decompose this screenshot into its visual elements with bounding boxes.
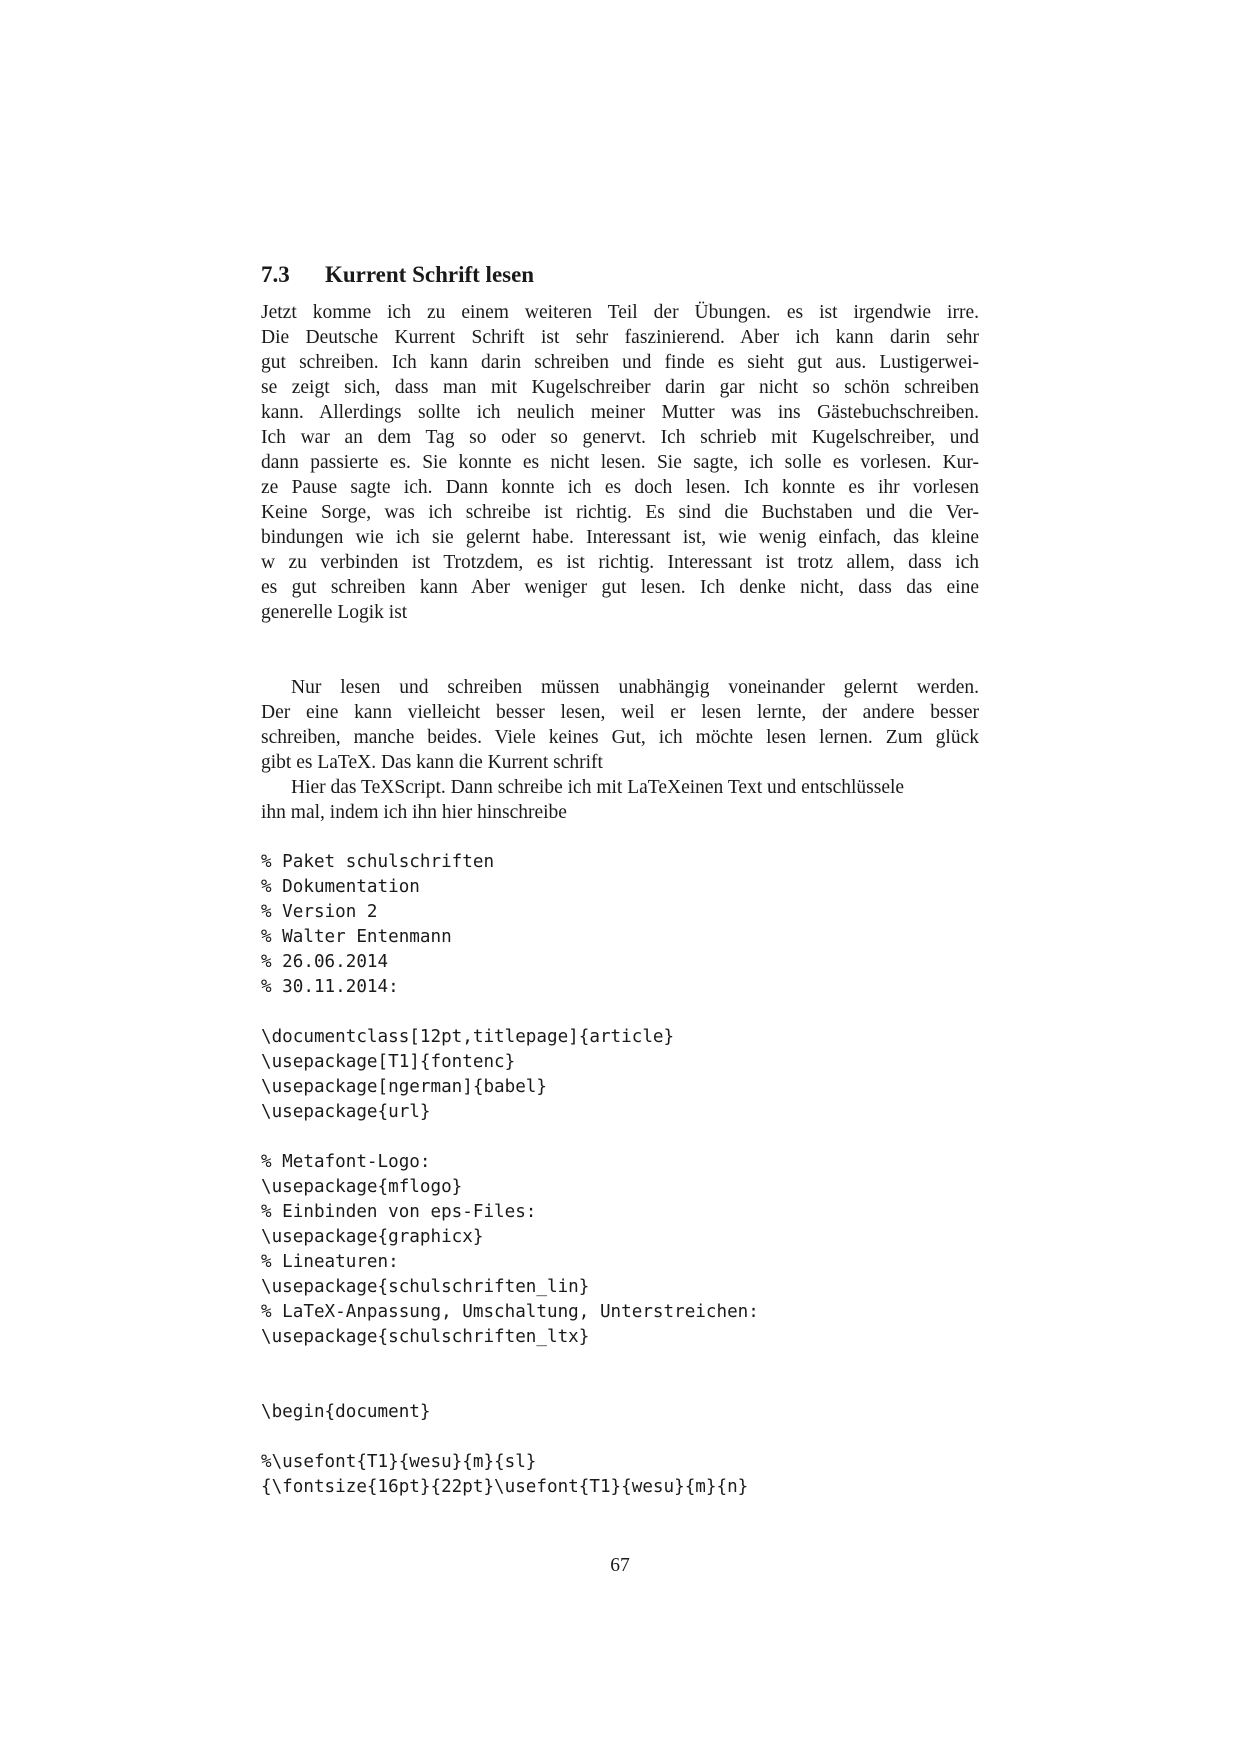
text-line: ihn mal, indem ich ihn hier hinschreibe (261, 802, 567, 823)
latex-logo: LaTeX (627, 777, 682, 798)
code-line: \usepackage{schulschriften_lin} (261, 1277, 590, 1297)
code-line: % Einbinden von eps-Files: (261, 1202, 537, 1222)
code-line: % Dokumentation (261, 877, 420, 897)
code-line (261, 1375, 979, 1400)
section-heading (261, 258, 979, 292)
code-line: %\usefont{T1}{wesu}{m}{sl} (261, 1452, 537, 1472)
code-line (261, 1425, 979, 1450)
tex-logo: TeX (361, 777, 395, 798)
code-line: {\fontsize{16pt}{22pt}\usefont{T1}{wesu}{m}{n} (261, 1477, 749, 1497)
latex-logo: LaTeX (317, 752, 372, 773)
section-number: 7.3 (261, 262, 290, 287)
text-line: ze Pause sagte ich. Dann konnte ich es doch lesen. Ich konnte es ihr vorlesen (261, 477, 979, 498)
text-line: Ich war an dem Tag so oder so genervt. Ich schrieb mit Kugelschreiber, und (261, 427, 979, 448)
code-line (261, 1125, 979, 1150)
text-line: es gut schreiben kann Aber weniger gut lesen. Ich denke nicht, dass das eine (261, 577, 979, 598)
code-line: \usepackage{mflogo} (261, 1177, 463, 1197)
text-line: bindungen wie ich sie gelernt habe. Interessant ist, wie wenig einfach, das kleine (261, 527, 979, 548)
text-fragment: einen Text und entschlüssele (681, 777, 905, 798)
code-line: % 26.06.2014 (261, 952, 389, 972)
text-line (261, 750, 979, 775)
text-line: schreiben, manche beides. Viele keines Gut, ich möchte lesen lernen. Zum glück (261, 727, 979, 748)
code-line: \usepackage[ngerman]{babel} (261, 1077, 547, 1097)
code-line: \begin{document} (261, 1402, 431, 1422)
text-line: kann. Allerdings sollte ich neulich meiner Mutter was ins Gästebuchschreiben. (261, 402, 979, 423)
code-line: % Paket schulschriften (261, 852, 495, 872)
text-line: Der eine kann vielleicht besser lesen, weil er lesen lernte, der andere besser (261, 702, 979, 723)
text-fragment: . Das kann die Kurrent schrift (371, 752, 603, 773)
code-line (261, 1350, 979, 1375)
code-line: \usepackage[T1]{fontenc} (261, 1052, 516, 1072)
text-line: gut schreiben. Ich kann darin schreiben und finde es sieht gut aus. Lustigerwei- (261, 352, 979, 373)
code-line: \usepackage{graphicx} (261, 1227, 484, 1247)
code-line: % Lineaturen: (261, 1252, 399, 1272)
text-line: w zu verbinden ist Trotzdem, es ist richtig. Interessant ist trotz allem, dass ich (261, 552, 979, 573)
code-line: % LaTeX-Anpassung, Umschaltung, Unterstreichen: (261, 1302, 759, 1322)
text-line: dann passierte es. Sie konnte es nicht lesen. Sie sagte, ich solle es vorlesen. Kur- (261, 452, 979, 473)
text-line: se zeigt sich, dass man mit Kugelschreiber darin gar nicht so schön schreiben (261, 377, 979, 398)
code-line: % 30.11.2014: (261, 977, 399, 997)
text-fragment: Hier das (291, 777, 362, 798)
code-line: \usepackage{url} (261, 1102, 431, 1122)
text-fragment: gibt es (261, 752, 318, 773)
text-line: generelle Logik ist (261, 602, 408, 623)
code-line: % Metafont-Logo: (261, 1152, 431, 1172)
text-line: Die Deutsche Kurrent Schrift ist sehr faszinierend. Aber ich kann darin sehr (261, 327, 979, 348)
text-fragment: Script. Dann schreibe ich mit (394, 777, 628, 798)
text-line (261, 775, 979, 800)
page-number: 67 (610, 1555, 630, 1576)
code-line: % Walter Entenmann (261, 927, 452, 947)
code-line: \documentclass[12pt,titlepage]{article} (261, 1027, 675, 1047)
code-line (261, 1000, 979, 1025)
text-line: Jetzt komme ich zu einem weiteren Teil der Übungen. es ist irgendwie irre. (261, 302, 979, 323)
code-line: \usepackage{schulschriften_ltx} (261, 1327, 590, 1347)
code-line: % Version 2 (261, 902, 378, 922)
section-title: Kurrent Schrift lesen (325, 262, 535, 287)
text-line: Keine Sorge, was ich schreibe ist richtig. Es sind die Buchstaben und die Ver- (261, 502, 979, 523)
text-line: Nur lesen und schreiben müssen unabhängig voneinander gelernt werden. (291, 677, 979, 698)
